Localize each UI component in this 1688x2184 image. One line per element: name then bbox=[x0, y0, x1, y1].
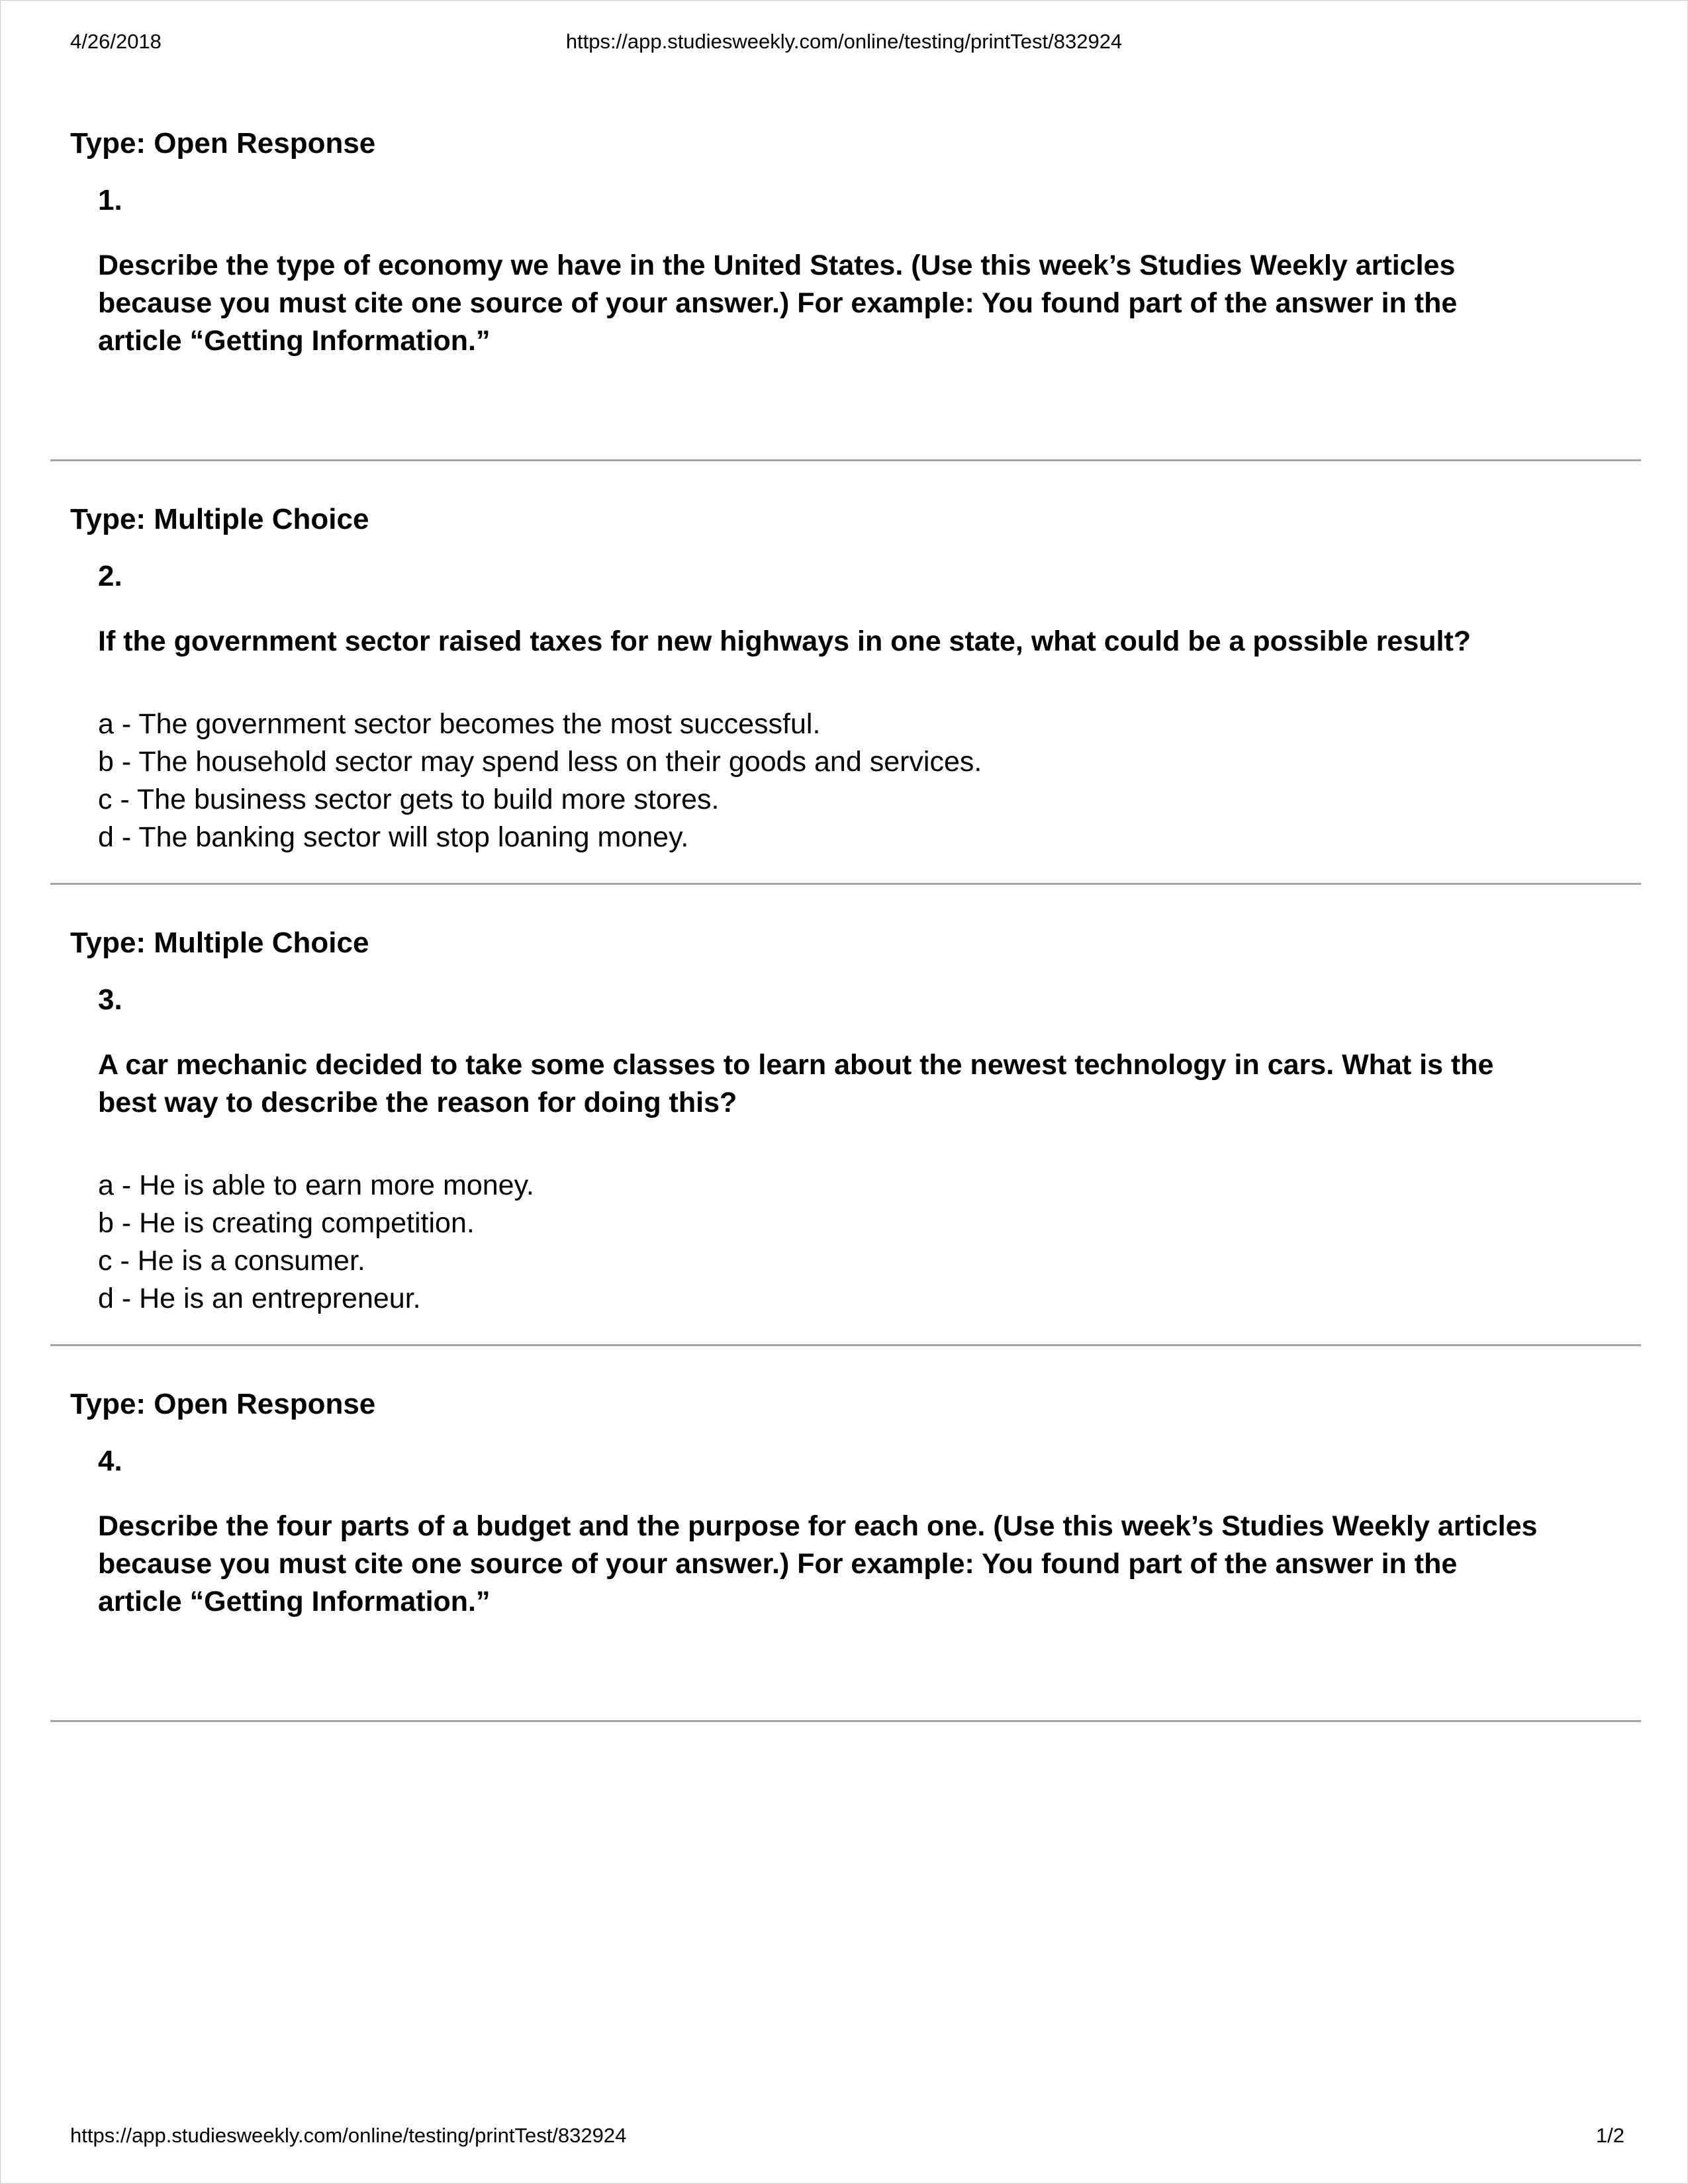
page-indicator: 1/2 bbox=[1595, 2124, 1624, 2147]
print-footer bbox=[70, 2122, 1624, 2149]
question-text: Describe the four parts of a budget and the purpose for each one. (Use this week’s Studies Weekly articles because you must cite one source of your answer.) For example: You found part of the answer in the article “Getting Information.” bbox=[98, 1510, 1538, 1617]
answer-options bbox=[98, 705, 1555, 856]
answer-option-b: b - He is creating competition. bbox=[98, 1207, 475, 1239]
print-header bbox=[1, 28, 1687, 55]
question-number: 4. bbox=[98, 1445, 122, 1477]
question-text: A car mechanic decided to take some classes to learn about the newest technology in cars. What is the best way to describe the reason for doing this? bbox=[98, 1049, 1494, 1118]
print-footer-url: https://app.studiesweekly.com/online/testing/printTest/832924 bbox=[70, 2124, 627, 2147]
question-section-3 bbox=[50, 885, 1641, 1346]
question-number: 3. bbox=[98, 983, 122, 1016]
section-divider bbox=[50, 1720, 1641, 1722]
question-section-4 bbox=[50, 1346, 1641, 1722]
answer-option-c: c - The business sector gets to build more stores. bbox=[98, 784, 720, 815]
print-header-url: https://app.studiesweekly.com/online/testing/printTest/832924 bbox=[565, 30, 1123, 53]
question-text: Describe the type of economy we have in the United States. (Use this week’s Studies Weekly articles because you must cite one source of your answer.) For example: You found part of the answer in the article “Getting Information.” bbox=[98, 250, 1458, 357]
section-type-label: Type: Open Response bbox=[70, 127, 376, 159]
answer-options bbox=[98, 1167, 1555, 1318]
question-section-2 bbox=[50, 461, 1641, 885]
question-number: 2. bbox=[98, 560, 122, 592]
section-type-label: Type: Multiple Choice bbox=[70, 503, 369, 535]
print-header-date: 4/26/2018 bbox=[70, 30, 162, 53]
answer-option-b: b - The household sector may spend less on their goods and services. bbox=[98, 746, 982, 778]
section-type-label: Type: Open Response bbox=[70, 1388, 376, 1420]
answer-option-d: d - He is an entrepreneur. bbox=[98, 1283, 421, 1314]
test-content bbox=[50, 126, 1641, 1722]
question-number: 1. bbox=[98, 184, 122, 216]
answer-option-c: c - He is a consumer. bbox=[98, 1245, 365, 1277]
question-text: If the government sector raised taxes for new highways in one state, what could be a possible result? bbox=[98, 625, 1472, 657]
answer-option-a: a - He is able to earn more money. bbox=[98, 1169, 534, 1201]
answer-option-d: d - The banking sector will stop loaning money. bbox=[98, 821, 689, 853]
answer-option-a: a - The government sector becomes the most successful. bbox=[98, 708, 821, 740]
question-section-1 bbox=[50, 126, 1641, 461]
section-type-label: Type: Multiple Choice bbox=[70, 927, 369, 959]
